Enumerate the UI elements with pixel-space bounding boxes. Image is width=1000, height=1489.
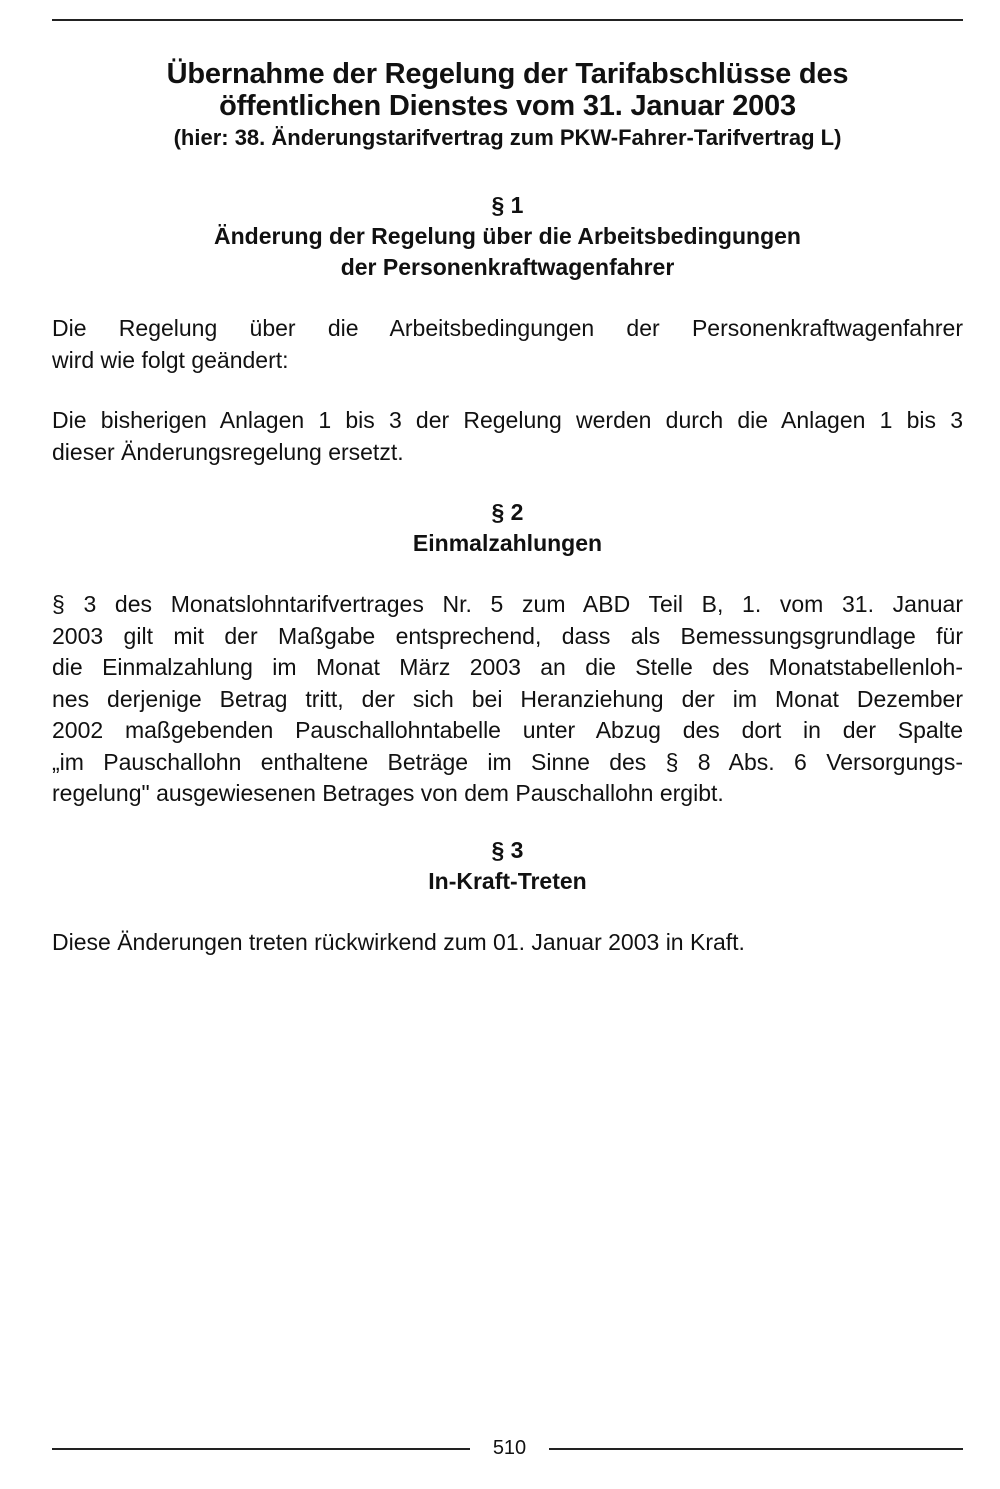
title-line-2: öffentlichen Dienstes vom 31. Januar 2003 — [219, 90, 796, 122]
paragraph-line: nes derjenige Betrag tritt, der sich bei Heranziehung der im Monat Dezember — [52, 685, 963, 712]
paragraph-line: 2002 maßgebenden Pauschallohntabelle unter Abzug des dort in der Spalte — [52, 717, 963, 743]
paragraph-line: die Einmalzahlung im Monat März 2003 an die Stelle des Monatstabellenloh- — [52, 654, 963, 680]
paragraph-line: § 3 des Monatslohntarifvertrages Nr. 5 zum ABD Teil B, 1. vom 31. Januar — [52, 591, 963, 617]
page-number: 510 — [492, 1437, 527, 1459]
section-3-number: § 3 — [491, 837, 524, 863]
section-1-heading — [52, 190, 963, 283]
section-1-number: § 1 — [491, 192, 524, 218]
section-3-paragraph — [52, 927, 963, 959]
paragraph-line: Die Regelung über die Arbeitsbedingungen der Personenkraftwagenfahrer — [52, 315, 963, 341]
footer-rule-right — [549, 1448, 963, 1450]
section-1-paragraph-2 — [52, 405, 963, 468]
section-1-title-line-1: Änderung der Regelung über die Arbeitsbedingungen — [214, 223, 801, 249]
title-subtitle: (hier: 38. Änderungstarifvertrag zum PKW-Fahrer-Tarifvertrag L) — [173, 125, 842, 150]
document-title — [52, 58, 963, 152]
title-line-1: Übernahme der Regelung der Tarifabschlüsse des — [166, 58, 849, 90]
paragraph-line: „im Pauschallohn enthaltene Beträge im Sinne des § 8 Abs. 6 Versorgungs- — [52, 748, 963, 775]
paragraph-line: wird wie folgt geändert: — [52, 346, 289, 373]
top-rule — [52, 19, 963, 21]
section-2-title: Einmalzahlungen — [412, 530, 603, 556]
paragraph-line: regelung" ausgewiesenen Betrages von dem Pauschallohn ergibt. — [52, 780, 724, 806]
paragraph-line: dieser Änderungsregelung ersetzt. — [52, 438, 404, 465]
section-3-title: In-Kraft-Treten — [428, 868, 587, 894]
section-2-paragraph — [52, 589, 963, 810]
page-footer — [52, 1434, 963, 1464]
section-3-heading — [52, 835, 963, 897]
section-2-heading — [52, 497, 963, 559]
paragraph-line: 2003 gilt mit der Maßgabe entsprechend, dass als Bemessungsgrundlage für — [52, 622, 963, 649]
section-1-paragraph-1 — [52, 313, 963, 376]
paragraph-line: Diese Änderungen treten rückwirkend zum 01. Januar 2003 in Kraft. — [52, 929, 745, 955]
footer-rule-left — [52, 1448, 470, 1450]
section-1-title-line-2: der Personenkraftwagenfahrer — [340, 254, 675, 280]
paragraph-line: Die bisherigen Anlagen 1 bis 3 der Regelung werden durch die Anlagen 1 bis 3 — [52, 407, 963, 433]
section-2-number: § 2 — [491, 499, 524, 525]
